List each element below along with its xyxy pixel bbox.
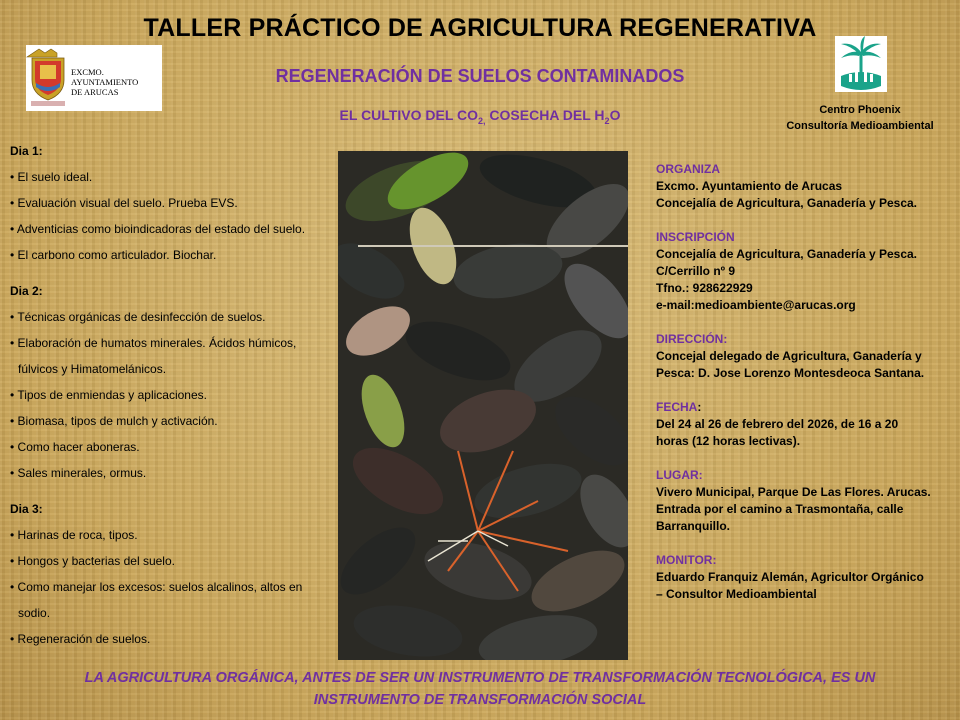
list-item: • El carbono como articulador. Biochar. [10, 248, 217, 262]
fecha-label: FECHA [656, 400, 698, 414]
page-subtitle: REGENERACIÓN DE SUELOS CONTAMINADOS [275, 66, 685, 86]
page-subheading: EL CULTIVO DEL $CO_{2,}$ COSECHA DEL $H_2O$ [339, 107, 621, 126]
day-3-label: Dia 3: [10, 502, 43, 516]
list-item: • Biomasa, tipos de mulch y activación. [10, 414, 218, 428]
list-item: • Como hacer aboneras. [10, 440, 140, 454]
list-item: • Tipos de enmiendas y aplicaciones. [10, 388, 207, 402]
page-title: TALLER PRÁCTICO DE AGRICULTURA REGENERATIVA [143, 14, 817, 42]
organiza-label: ORGANIZA [656, 162, 720, 176]
organiza-section: ORGANIZA Excmo. Ayuntamiento de Arucas Concejalía de Agricultura, Ganadería y Pesca. [656, 161, 956, 212]
fecha-section: FECHA: Del 24 al 26 de febrero del 2026, de 16 a 20 horas (12 horas lectivas). [656, 400, 899, 448]
list-item: fúlvicos y Himatomelánicos. [18, 362, 167, 376]
inscripcion-section: INSCRIPCIÓN Concejalía de Agricultura, Ganadería y Pesca. C/Cerrillo nº 9 Tfno.: 928622929 e-mail:medioambiente@arucas.org [656, 229, 956, 314]
list-item: • Regeneración de suelos. [10, 632, 151, 646]
centro-name: Centro Phoenix [819, 104, 901, 116]
list-item: • Hongos y bacterias del suelo. [10, 554, 175, 568]
email-address: e-mail:medioambiente@arucas.org [656, 298, 856, 312]
day-2-label: Dia 2: [10, 284, 43, 298]
direccion-label: DIRECCIÓN: [656, 332, 728, 346]
lugar-section: LUGAR: Vivero Municipal, Parque De Las Flores. Arucas. Entrada por el camino a Trasmontaña, calle Barranquillo. [656, 467, 956, 535]
list-item: • Harinas de roca, tipos. [10, 528, 138, 542]
list-item: • Evaluación visual del suelo. Prueba EVS. [10, 196, 238, 210]
leaf-litter-image [338, 151, 628, 660]
day-1-label: Dia 1: [10, 144, 43, 158]
lugar-label: LUGAR: [656, 468, 703, 482]
list-item: • Sales minerales, ormus. [10, 466, 147, 480]
logo-text-line1: EXCMO. [71, 67, 104, 77]
direccion-section: DIRECCIÓN: Concejal delegado de Agricultura, Ganadería y Pesca: D. Jose Lorenzo Montesdeoca Santana. [656, 331, 956, 382]
list-item: • Elaboración de humatos minerales. Ácidos húmicos, [10, 336, 297, 350]
palm-tree-icon [835, 36, 887, 92]
list-item: • El suelo ideal. [10, 170, 93, 184]
centro-phoenix-caption [760, 102, 960, 134]
footer-quote: LA AGRICULTURA ORGÁNICA, ANTES DE SER UN INSTRUMENTO DE TRANSFORMACIÓN TECNOLÓGICA, ES UN INSTRUMENTO DE TRANSFORMACIÓN SOCIAL [84, 670, 876, 708]
phoenix-logo [835, 36, 887, 92]
event-info [656, 161, 956, 620]
phone-number: Tfno.: 928622929 [656, 281, 753, 295]
program-list [10, 138, 345, 652]
monitor-label: MONITOR: [656, 553, 717, 567]
inscripcion-label: INSCRIPCIÓN [656, 230, 735, 244]
list-item: • Técnicas orgánicas de desinfección de suelos. [10, 310, 266, 324]
logo-text-line2: AYUNTAMIENTO [71, 77, 139, 87]
list-item: sodio. [18, 606, 51, 620]
centro-tagline: Consultoría Medioambiental [786, 120, 934, 132]
monitor-section: MONITOR: Eduardo Franquiz Alemán, Agricultor Orgánico – Consultor Medioambiental [656, 552, 956, 603]
list-item: • Adventicias como bioindicadoras del estado del suelo. [10, 222, 306, 236]
soil-leaves-photo [338, 151, 628, 660]
logo-text-line3: DE ARUCAS [71, 87, 119, 97]
list-item: • Como manejar los excesos: suelos alcalinos, altos en [10, 580, 303, 594]
